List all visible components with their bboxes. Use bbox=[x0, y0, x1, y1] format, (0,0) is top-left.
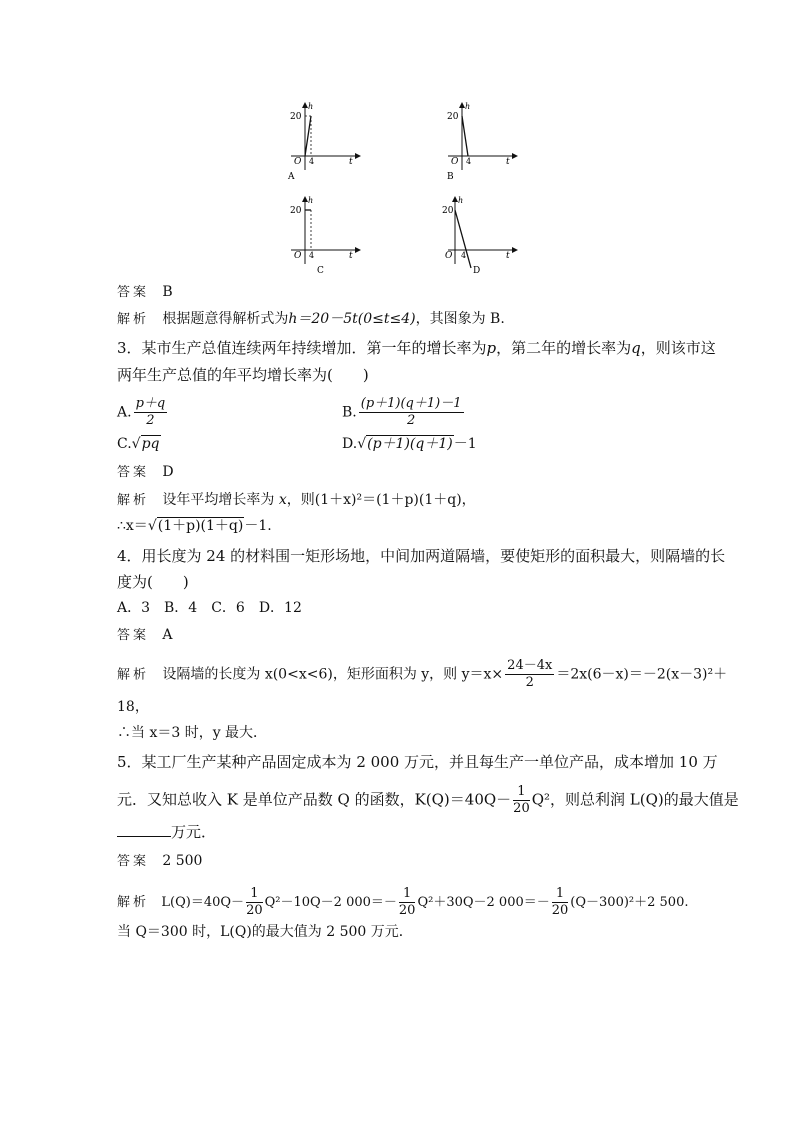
graph-d bbox=[440, 194, 520, 278]
graph-option-label: B bbox=[447, 172, 454, 182]
q5-stem-tail: 万元． bbox=[171, 823, 217, 841]
tick-4-label: 4 bbox=[466, 157, 472, 166]
q5-stem-text: Q²，则总利润 L(Q)的最大值是 bbox=[531, 790, 739, 809]
answer-value: B bbox=[162, 284, 173, 300]
q3-option-b bbox=[342, 396, 466, 429]
analysis-text: ，则(1＋x)²＝(1＋p)(1＋q)， bbox=[286, 492, 476, 508]
origin-label: O bbox=[445, 251, 453, 261]
analysis-text-tail: ，其图象为 B. bbox=[415, 311, 505, 327]
analysis-text: Q²＋30Q－2 000＝－ bbox=[417, 895, 550, 910]
tick-4-label: 4 bbox=[461, 251, 467, 260]
q3-conclusion-line: ∴x＝√(1＋p)(1＋q)－1. bbox=[117, 518, 272, 534]
option-tail: －1 bbox=[453, 436, 477, 452]
q4-stem-line1: 4．用长度为 24 的材料围一矩形场地，中间加两道隔墙，要使矩形的面积最大，则隔墙的长 bbox=[117, 547, 726, 565]
q5-answer-line bbox=[117, 851, 202, 872]
answer-label: 答案 bbox=[117, 628, 150, 643]
frac-denominator: 20 bbox=[398, 903, 416, 918]
analysis-text: ＝2x(6－x)＝－2(x－3)²＋ bbox=[556, 666, 728, 683]
q5-conclusion-line: 当 Q＝300 时，L(Q)的最大值为 2 500 万元． bbox=[117, 924, 413, 940]
analysis-label: 解析 bbox=[117, 895, 150, 910]
origin-label: O bbox=[451, 157, 459, 167]
axis-t-label: t bbox=[506, 157, 510, 167]
graph-b bbox=[440, 100, 520, 184]
option-prefix: A. bbox=[117, 404, 132, 421]
frac-denominator: 2 bbox=[146, 413, 155, 428]
analysis-text: (Q－300)²＋2 500. bbox=[570, 895, 689, 910]
q5-stem-line2 bbox=[117, 784, 739, 817]
frac-numerator: 24－4x bbox=[507, 658, 553, 673]
answer-label: 答案 bbox=[117, 854, 150, 869]
tick-20-label: 20 bbox=[447, 112, 459, 122]
option-prefix: B. bbox=[342, 404, 357, 421]
q3-option-a bbox=[117, 396, 169, 429]
tick-20-label: 20 bbox=[290, 206, 302, 216]
graph-option-label: C bbox=[317, 266, 324, 276]
answer-value: 2 500 bbox=[162, 853, 203, 869]
q2-analysis-line bbox=[117, 309, 505, 330]
axis-h-label: h bbox=[465, 102, 471, 111]
frac-numerator: 1 bbox=[246, 886, 263, 903]
q4-analysis-line bbox=[117, 658, 727, 691]
q3-stem-text: ，则该市这 bbox=[640, 339, 716, 357]
frac-denominator: 20 bbox=[551, 903, 569, 918]
frac-denominator: 2 bbox=[406, 413, 416, 428]
analysis-text: 设年平均增长率为 bbox=[162, 492, 275, 508]
graph-option-label: D bbox=[473, 266, 481, 276]
q3-option-d: D.√(p＋1)(q＋1)－1 bbox=[342, 436, 477, 452]
frac-numerator: 1 bbox=[552, 886, 569, 903]
q3-stem-text: 3．某市生产总值连续两年持续增加．第一年的增长率为 bbox=[117, 339, 487, 357]
q5-stem-line3 bbox=[117, 822, 216, 842]
answer-blank[interactable] bbox=[117, 822, 171, 837]
radicand: pq bbox=[141, 436, 160, 452]
q4-stem-line2: 度为( ) bbox=[117, 573, 189, 591]
axis-h-label: h bbox=[308, 196, 314, 205]
graph-a bbox=[283, 100, 363, 184]
q3-answer-line bbox=[117, 462, 174, 483]
tick-4-label: 4 bbox=[309, 251, 315, 260]
analysis-label: 解析 bbox=[117, 493, 150, 508]
frac-numerator: (p＋1)(q＋1)－1 bbox=[360, 396, 462, 411]
axis-h-label: h bbox=[308, 102, 314, 111]
frac-numerator: 1 bbox=[399, 886, 416, 903]
conclusion-tail: －1. bbox=[244, 518, 272, 534]
q3-stem-line2: 两年生产总值的年平均增长率为( ) bbox=[117, 366, 369, 384]
axis-t-label: t bbox=[506, 251, 510, 261]
origin-label: O bbox=[294, 251, 302, 261]
var-q: q bbox=[631, 339, 641, 357]
q4-analysis-line2: 18， bbox=[117, 699, 149, 715]
answer-value: A bbox=[162, 627, 173, 643]
axis-t-label: t bbox=[349, 251, 353, 261]
analysis-text: 设隔墙的长度为 x(0<x<6)，矩形面积为 y，则 y＝x× bbox=[162, 666, 504, 683]
var-x: x bbox=[278, 492, 287, 508]
var-p: p bbox=[486, 339, 497, 357]
graph-c bbox=[283, 194, 363, 278]
analysis-text: L(Q)＝40Q－ bbox=[161, 895, 245, 910]
axis-h-label: h bbox=[458, 196, 464, 205]
q5-stem-text: 元．又知总收入 K 是单位产品数 Q 的函数，K(Q)＝40Q－ bbox=[117, 790, 512, 809]
frac-denominator: 20 bbox=[246, 903, 263, 918]
origin-label: O bbox=[294, 157, 302, 167]
q3-analysis-line bbox=[117, 490, 476, 511]
tick-4-label: 4 bbox=[309, 157, 315, 166]
frac-numerator: p＋q bbox=[135, 396, 166, 411]
q3-option-c: C.√pq bbox=[117, 436, 160, 452]
tick-20-label: 20 bbox=[442, 206, 454, 216]
analysis-text: 根据题意得解析式为 bbox=[162, 311, 289, 327]
frac-numerator: 1 bbox=[513, 784, 530, 801]
graph-option-label: A bbox=[288, 172, 295, 182]
analysis-label: 解析 bbox=[117, 667, 150, 683]
axis-t-label: t bbox=[349, 157, 353, 167]
analysis-text: Q²－10Q－2 000＝－ bbox=[264, 895, 397, 910]
q5-analysis-line bbox=[117, 886, 688, 919]
conclusion-text: ∴x＝ bbox=[117, 518, 148, 534]
answer-value: D bbox=[162, 464, 174, 480]
radicand: (p＋1)(q＋1) bbox=[367, 436, 453, 452]
q4-answer-line bbox=[117, 625, 173, 646]
radicand: (1＋p)(1＋q) bbox=[157, 518, 244, 534]
frac-denominator: 20 bbox=[513, 801, 530, 816]
answer-label: 答案 bbox=[117, 465, 150, 480]
q4-options: A．3 B．4 C．6 D．12 bbox=[117, 600, 302, 616]
q3-stem-line1 bbox=[117, 338, 716, 358]
option-prefix: C. bbox=[117, 436, 132, 452]
option-prefix: D. bbox=[342, 436, 358, 452]
q3-stem-text: ，第二年的增长率为 bbox=[496, 339, 632, 357]
analysis-formula: h＝20－5t(0≤t≤4) bbox=[288, 311, 416, 327]
q4-conclusion-line: ∴当 x＝3 时，y 最大． bbox=[117, 725, 268, 741]
frac-denominator: 2 bbox=[525, 675, 534, 690]
q2-answer-line bbox=[117, 282, 173, 303]
tick-20-label: 20 bbox=[290, 112, 302, 122]
answer-label: 答案 bbox=[117, 285, 150, 300]
analysis-label: 解析 bbox=[117, 312, 150, 327]
q5-stem-line1: 5．某工厂生产某种产品固定成本为 2 000 万元，并且每生产一单位产品，成本增加 10 万 bbox=[117, 753, 718, 771]
